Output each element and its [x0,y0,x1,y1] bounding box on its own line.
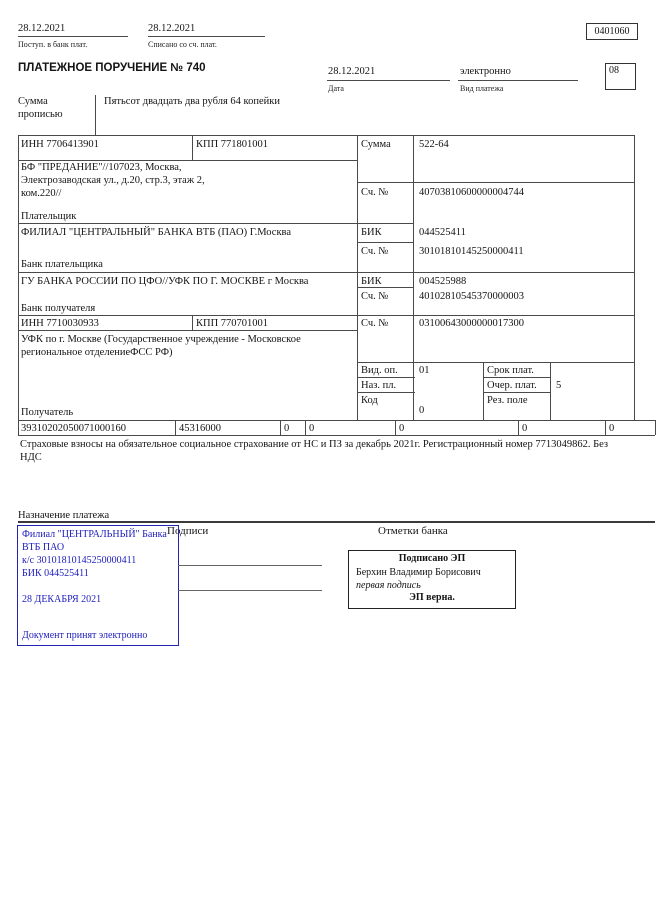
oktmo-value: 45316000 [179,423,221,434]
bank-acceptance-stamp [17,525,179,646]
esign-name: Берхин Владимир Борисович [356,567,481,578]
form-code-box: 0401060 [586,23,638,40]
payee-bank-account-value: 40102810545370000003 [419,291,524,302]
payee-account-value: 03100643000000017300 [419,318,524,329]
table-line [18,315,634,316]
signature-line [178,590,322,591]
rez-pole-label: Рез. поле [487,395,528,406]
amount-in-words: Пятьсот двадцать два рубля 64 копейки [104,96,280,107]
bank-marks-heading: Отметки банка [378,525,448,537]
document-title: ПЛАТЕЖНОЕ ПОРУЧЕНИЕ № 740 [18,62,206,74]
payee-bank-name: ГУ БАНКА РОССИИ ПО ЦФО//УФК ПО Г. МОСКВЕ г Москва [21,276,309,287]
stamp-bank-name-line1: Филиал "ЦЕНТРАЛЬНЫЙ" Банка [22,529,167,540]
divider [95,95,96,135]
debited-caption: Списано со сч. плат. [148,40,217,49]
payer-kpp: КПП 771801001 [196,139,269,150]
esign-verified: ЭП верна. [409,592,455,603]
amount-words-label-1: Сумма [18,96,48,107]
payee-kpp: КПП 770701001 [196,318,269,329]
table-line [18,135,634,136]
stamp-bank-name-line2: ВТБ ПАО [22,542,65,553]
budget-field-107: 0 [309,423,315,434]
table-line [357,135,358,420]
payee-bank-bik-value: 004525988 [419,276,467,287]
payer-bank-section-label: Банк плательщика [21,259,103,270]
signature-line [178,565,322,566]
payment-purpose-label: Назначение платежа [18,510,110,521]
date-caption: Дата [328,84,344,93]
srok-plat-label: Срок плат. [487,365,534,376]
underline [148,36,265,37]
amount-words-label-2: прописью [18,109,63,120]
underline [18,36,128,37]
stamp-corr-account: к/с 30101810145250000411 [22,555,137,566]
ocher-plat-label: Очер. плат. [487,380,537,391]
payer-bank-account-label: Сч. № [361,246,389,257]
separator-line [18,521,655,523]
table-line [655,420,656,435]
budget-field-106: 0 [284,423,290,434]
stamp-accepted-note: Документ принят электронно [22,630,148,641]
status-code-box: 08 [605,63,636,90]
payer-account-label: Сч. № [361,187,389,198]
vid-op-label: Вид. оп. [361,365,398,376]
payee-bank-bik-label: БИК [361,276,382,287]
esign-subtitle: первая подпись [356,580,421,591]
table-line [175,420,176,435]
payee-name: УФК по г. Москве (Государственное учреждение - Московское региональное отделениеФСС РФ) [21,334,301,358]
table-line [18,135,19,435]
signatures-heading: Подписи [167,525,209,537]
table-line [357,377,415,378]
table-line [605,420,606,435]
payer-bank-name: ФИЛИАЛ "ЦЕНТРАЛЬНЫЙ" БАНКА ВТБ (ПАО) Г.Москва [21,227,292,238]
table-line [357,182,634,183]
payer-name-address: БФ "ПРЕДАНИЕ"//107023, Москва, Электрозаводская ул., д.20, стр.3, этаж 2, ком.220// [21,162,205,199]
table-line [305,420,306,435]
payment-kind-caption: Вид платежа [460,84,504,93]
debited-date: 28.12.2021 [148,23,196,34]
table-line [518,420,519,435]
budget-field-109: 0 [522,423,528,434]
table-line [18,435,655,436]
kod-value: 0 [419,405,425,416]
sum-value: 522-64 [419,139,449,150]
table-line [550,362,551,420]
budget-field-110: 0 [609,423,615,434]
table-line [357,242,413,243]
underline [327,80,450,81]
document-date: 28.12.2021 [328,66,376,77]
table-line [395,420,396,435]
payer-bank-bik-value: 044525411 [419,227,466,238]
kbk-value: 39310202050071000160 [21,423,126,434]
electronic-signature-stamp [348,550,516,609]
payee-inn: ИНН 7710030933 [21,318,99,329]
naz-pl-label: Наз. пл. [361,380,397,391]
payer-section-label: Плательщик [21,211,77,222]
payment-purpose-text: Страховые взносы на обязательное социальное страхование от НС и ПЗ за декабрь 2021г. Регистрационный номер 7713049862. Без НДС [20,439,609,463]
table-line [357,362,634,363]
table-line [192,315,193,330]
stamp-date: 28 ДЕКАБРЯ 2021 [22,594,102,605]
table-line [18,223,413,224]
table-line [18,330,357,331]
payee-account-label: Сч. № [361,318,389,329]
underline [458,80,578,81]
kod-label: Код [361,395,378,406]
payee-section-label: Получатель [21,407,74,418]
table-line [357,392,415,393]
table-line [483,362,484,420]
table-line [483,392,550,393]
budget-field-108: 0 [399,423,405,434]
table-line [18,272,634,273]
payer-bank-account-value: 30101810145250000411 [419,246,524,257]
esign-title: Подписано ЭП [398,553,466,564]
ocher-plat-value: 5 [556,380,562,391]
vid-op-value: 01 [419,365,430,376]
sum-label: Сумма [361,139,391,150]
payer-account-value: 40703810600000004744 [419,187,524,198]
table-line [483,377,550,378]
stamp-bik: БИК 044525411 [22,568,89,579]
table-line [192,135,193,160]
payer-inn: ИНН 7706413901 [21,139,99,150]
payee-bank-section-label: Банк получателя [21,303,96,314]
payment-kind-value: электронно [460,66,511,77]
payer-bank-bik-label: БИК [361,227,382,238]
received-in-bank-caption: Поступ. в банк плат. [18,40,88,49]
table-line [18,420,655,421]
received-in-bank-date: 28.12.2021 [18,23,66,34]
table-line [634,135,635,420]
payee-bank-account-label: Сч. № [361,291,389,302]
table-line [413,135,414,420]
table-line [280,420,281,435]
